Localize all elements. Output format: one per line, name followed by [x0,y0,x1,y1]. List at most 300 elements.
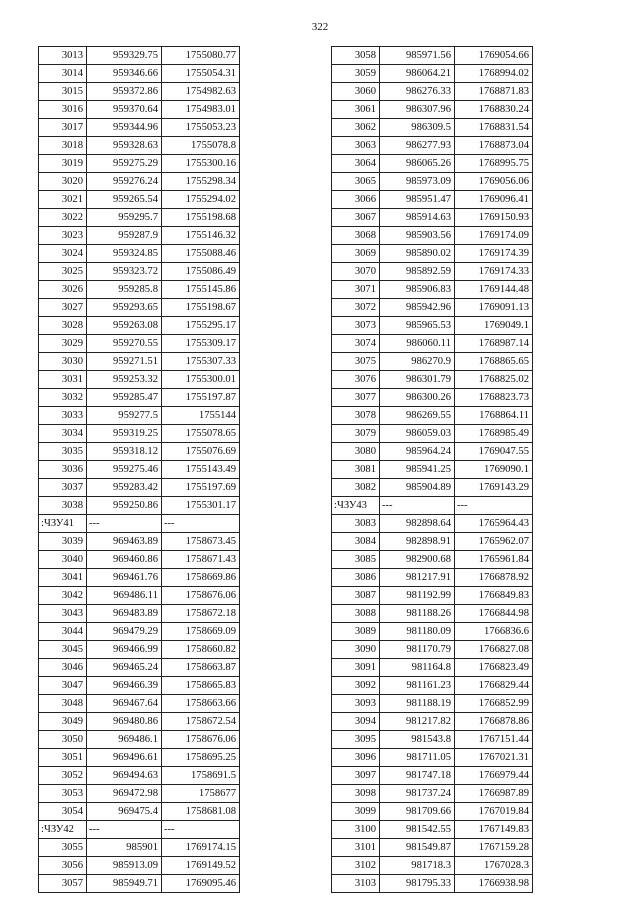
y-coordinate-cell: 1758695.25 [162,749,240,767]
x-coordinate-cell: 969466.39 [87,677,162,695]
point-number-cell: 3102 [332,857,380,875]
x-coordinate-cell: 981542.55 [380,821,455,839]
point-number-cell: 3101 [332,839,380,857]
y-coordinate-cell: 1755088.46 [162,245,240,263]
point-number-cell: 3072 [332,299,380,317]
point-number-cell: 3071 [332,281,380,299]
y-coordinate-cell: 1769150.93 [455,209,533,227]
point-number-cell: 3079 [332,425,380,443]
point-number-cell: 3015 [39,83,87,101]
x-coordinate-cell: 959293.65 [87,299,162,317]
table-row [39,695,240,713]
table-row [39,677,240,695]
point-number-cell: 3032 [39,389,87,407]
table-row [39,155,240,173]
point-number-cell: 3038 [39,497,87,515]
x-coordinate-cell: 986269.55 [380,407,455,425]
x-coordinate-cell: 985906.83 [380,281,455,299]
table-row [332,209,533,227]
point-number-cell: 3025 [39,263,87,281]
point-number-cell: 3051 [39,749,87,767]
point-number-cell: 3094 [332,713,380,731]
point-number-cell: 3057 [39,875,87,893]
table-body [332,47,533,893]
point-number-cell: 3085 [332,551,380,569]
point-number-cell: 3046 [39,659,87,677]
x-coordinate-cell: 985951.47 [380,191,455,209]
y-coordinate-cell: 1769056.06 [455,173,533,191]
x-coordinate-cell: 969494.63 [87,767,162,785]
point-number-cell: 3027 [39,299,87,317]
x-coordinate-cell: 981217.91 [380,569,455,587]
x-coordinate-cell: 959270.55 [87,335,162,353]
table-row [39,749,240,767]
point-number-cell: 3097 [332,767,380,785]
table-row [39,731,240,749]
x-coordinate-cell: 985949.71 [87,875,162,893]
table-row [39,335,240,353]
table-row [332,785,533,803]
y-coordinate-cell: 1767028.3 [455,857,533,875]
x-coordinate-cell: 969461.76 [87,569,162,587]
point-number-cell: 3041 [39,569,87,587]
y-coordinate-cell: 1755300.16 [162,155,240,173]
table-row [39,389,240,407]
table-row [332,65,533,83]
x-coordinate-cell: 985890.02 [380,245,455,263]
x-coordinate-cell: 985914.63 [380,209,455,227]
point-number-cell: 3049 [39,713,87,731]
table-row [332,641,533,659]
y-coordinate-cell: 1754982.63 [162,83,240,101]
table-row [332,857,533,875]
point-number-cell: 3043 [39,605,87,623]
y-coordinate-cell: 1755086.49 [162,263,240,281]
point-number-cell: 3054 [39,803,87,821]
x-coordinate-cell: 985973.09 [380,173,455,191]
point-number-cell: 3068 [332,227,380,245]
point-number-cell: 3098 [332,785,380,803]
x-coordinate-cell: 969483.89 [87,605,162,623]
point-number-cell: 3092 [332,677,380,695]
table-row [332,245,533,263]
x-coordinate-cell: 969467.64 [87,695,162,713]
y-coordinate-cell: 1767159.28 [455,839,533,857]
point-number-cell: 3065 [332,173,380,191]
y-coordinate-cell: 1758681.08 [162,803,240,821]
y-coordinate-cell: 1755198.67 [162,299,240,317]
table-row [39,317,240,335]
y-coordinate-cell: 1758673.45 [162,533,240,551]
table-row [332,749,533,767]
point-number-cell: 3033 [39,407,87,425]
table-row [332,497,533,515]
table-row [332,695,533,713]
point-number-cell: 3042 [39,587,87,605]
table-row [39,551,240,569]
point-number-cell: 3064 [332,155,380,173]
point-number-cell: 3074 [332,335,380,353]
y-coordinate-cell: 1767151.44 [455,731,533,749]
point-number-cell: 3070 [332,263,380,281]
x-coordinate-cell: 959323.72 [87,263,162,281]
x-coordinate-cell: 959285.47 [87,389,162,407]
table-row [332,317,533,335]
y-coordinate-cell: 1755143.49 [162,461,240,479]
y-coordinate-cell: 1766987.89 [455,785,533,803]
x-coordinate-cell: 959276.24 [87,173,162,191]
y-coordinate-cell: 1758663.66 [162,695,240,713]
table-row [39,245,240,263]
y-coordinate-cell: 1765961.84 [455,551,533,569]
point-number-cell: 3053 [39,785,87,803]
y-coordinate-cell: 1769143.29 [455,479,533,497]
table-row [332,389,533,407]
y-coordinate-cell: 1766849.83 [455,587,533,605]
x-coordinate-cell: 982898.64 [380,515,455,533]
coordinates-table-left [38,46,240,893]
table-row [332,173,533,191]
y-coordinate-cell: 1769091.13 [455,299,533,317]
table-row [332,731,533,749]
point-number-cell: 3017 [39,119,87,137]
table-row [332,119,533,137]
x-coordinate-cell: 981188.26 [380,605,455,623]
point-number-cell: 3036 [39,461,87,479]
table-row [332,461,533,479]
x-coordinate-cell: 986300.26 [380,389,455,407]
table-row [332,281,533,299]
table-row [332,551,533,569]
table-row [39,425,240,443]
x-coordinate-cell: 959253.32 [87,371,162,389]
y-coordinate-cell: 1766827.08 [455,641,533,659]
y-coordinate-cell: 1768831.54 [455,119,533,137]
y-coordinate-cell: 1765962.07 [455,533,533,551]
point-number-cell: 3067 [332,209,380,227]
y-coordinate-cell: 1769096.41 [455,191,533,209]
table-row [332,839,533,857]
y-coordinate-cell: 1755294.02 [162,191,240,209]
x-coordinate-cell: 959370.64 [87,101,162,119]
y-coordinate-cell: 1755076.69 [162,443,240,461]
y-coordinate-cell: 1755300.01 [162,371,240,389]
x-coordinate-cell: 969466.99 [87,641,162,659]
table-row [39,209,240,227]
point-number-cell: 3089 [332,623,380,641]
x-coordinate-cell: 959287.9 [87,227,162,245]
x-coordinate-cell: 959285.8 [87,281,162,299]
y-coordinate-cell: 1766844.98 [455,605,533,623]
table-row [332,767,533,785]
point-number-cell: 3047 [39,677,87,695]
y-coordinate-cell: 1769095.46 [162,875,240,893]
y-coordinate-cell: 1755146.32 [162,227,240,245]
table-row [332,821,533,839]
y-coordinate-cell: 1768995.75 [455,155,533,173]
point-number-cell: 3103 [332,875,380,893]
y-coordinate-cell: 1769047.55 [455,443,533,461]
table-row [39,65,240,83]
y-coordinate-cell: 1767019.84 [455,803,533,821]
x-coordinate-cell: 969463.89 [87,533,162,551]
table-row [39,407,240,425]
x-coordinate-cell: --- [87,821,162,839]
point-number-cell: 3024 [39,245,87,263]
x-coordinate-cell: 981718.3 [380,857,455,875]
table-row [332,137,533,155]
y-coordinate-cell: 1758691.5 [162,767,240,785]
x-coordinate-cell: 986064.21 [380,65,455,83]
x-coordinate-cell: --- [380,497,455,515]
table-row [332,191,533,209]
x-coordinate-cell: 969486.11 [87,587,162,605]
x-coordinate-cell: 969480.86 [87,713,162,731]
point-number-cell: 3061 [332,101,380,119]
point-number-cell: 3035 [39,443,87,461]
table-row [39,281,240,299]
point-number-cell: 3090 [332,641,380,659]
x-coordinate-cell: 985903.56 [380,227,455,245]
point-number-cell: :ЧЗУ41 [39,515,87,533]
y-coordinate-cell: 1768994.02 [455,65,533,83]
x-coordinate-cell: --- [87,515,162,533]
coordinates-table-right [331,46,533,893]
table-row [39,227,240,245]
table-row [39,371,240,389]
table-row [332,371,533,389]
x-coordinate-cell: 985901 [87,839,162,857]
y-coordinate-cell: 1755144 [162,407,240,425]
x-coordinate-cell: 959271.51 [87,353,162,371]
x-coordinate-cell: 969496.61 [87,749,162,767]
y-coordinate-cell: 1755053.23 [162,119,240,137]
y-coordinate-cell: 1766878.86 [455,713,533,731]
point-number-cell: 3062 [332,119,380,137]
table-row [39,605,240,623]
x-coordinate-cell: 982900.68 [380,551,455,569]
table-row [39,515,240,533]
table-row [39,119,240,137]
x-coordinate-cell: 981170.79 [380,641,455,659]
table-row [39,803,240,821]
point-number-cell: 3077 [332,389,380,407]
point-number-cell: :ЧЗУ43 [332,497,380,515]
table-row [39,587,240,605]
point-number-cell: 3086 [332,569,380,587]
x-coordinate-cell: 985942.96 [380,299,455,317]
y-coordinate-cell: 1755080.77 [162,47,240,65]
y-coordinate-cell: 1768985.49 [455,425,533,443]
x-coordinate-cell: 981164.8 [380,659,455,677]
y-coordinate-cell: 1769054.66 [455,47,533,65]
y-coordinate-cell: 1769049.1 [455,317,533,335]
x-coordinate-cell: 969479.29 [87,623,162,641]
x-coordinate-cell: 986060.11 [380,335,455,353]
table-row [332,407,533,425]
y-coordinate-cell: 1755309.17 [162,335,240,353]
table-row [332,677,533,695]
point-number-cell: 3016 [39,101,87,119]
x-coordinate-cell: 981217.82 [380,713,455,731]
point-number-cell: 3039 [39,533,87,551]
point-number-cell: 3034 [39,425,87,443]
y-coordinate-cell: 1758669.09 [162,623,240,641]
y-coordinate-cell: 1758672.54 [162,713,240,731]
x-coordinate-cell: 959295.7 [87,209,162,227]
table-row [39,533,240,551]
y-coordinate-cell: 1755301.17 [162,497,240,515]
point-number-cell: 3030 [39,353,87,371]
point-number-cell: 3040 [39,551,87,569]
y-coordinate-cell: --- [162,821,240,839]
table-row [332,155,533,173]
point-number-cell: 3069 [332,245,380,263]
x-coordinate-cell: 969460.86 [87,551,162,569]
table-row [39,101,240,119]
table-row [39,83,240,101]
y-coordinate-cell: 1755307.33 [162,353,240,371]
x-coordinate-cell: 986277.93 [380,137,455,155]
x-coordinate-cell: 981192.99 [380,587,455,605]
point-number-cell: 3076 [332,371,380,389]
table-row [332,803,533,821]
table-row [39,173,240,191]
table-row [332,353,533,371]
y-coordinate-cell: 1769174.09 [455,227,533,245]
point-number-cell: 3018 [39,137,87,155]
x-coordinate-cell: 969465.24 [87,659,162,677]
y-coordinate-cell: --- [455,497,533,515]
table-row [332,515,533,533]
y-coordinate-cell: 1769149.52 [162,857,240,875]
x-coordinate-cell: 981795.33 [380,875,455,893]
table-row [332,587,533,605]
point-number-cell: 3082 [332,479,380,497]
point-number-cell: :ЧЗУ42 [39,821,87,839]
y-coordinate-cell: 1755145.86 [162,281,240,299]
y-coordinate-cell: 1755197.69 [162,479,240,497]
table-row [39,461,240,479]
table-row [39,443,240,461]
table-row [332,875,533,893]
x-coordinate-cell: 985971.56 [380,47,455,65]
table-row [39,479,240,497]
point-number-cell: 3037 [39,479,87,497]
table-row [39,785,240,803]
y-coordinate-cell: 1766979.44 [455,767,533,785]
x-coordinate-cell: 986301.79 [380,371,455,389]
point-number-cell: 3020 [39,173,87,191]
table-row [39,299,240,317]
x-coordinate-cell: 986065.26 [380,155,455,173]
table-row [332,425,533,443]
point-number-cell: 3026 [39,281,87,299]
table-row [332,443,533,461]
table-row [39,713,240,731]
y-coordinate-cell: 1758665.83 [162,677,240,695]
x-coordinate-cell: 959318.12 [87,443,162,461]
point-number-cell: 3021 [39,191,87,209]
y-coordinate-cell: 1755198.68 [162,209,240,227]
x-coordinate-cell: 959283.42 [87,479,162,497]
table-row [332,299,533,317]
x-coordinate-cell: 959275.46 [87,461,162,479]
point-number-cell: 3087 [332,587,380,605]
table-row [332,605,533,623]
x-coordinate-cell: 959329.75 [87,47,162,65]
y-coordinate-cell: 1758669.86 [162,569,240,587]
x-coordinate-cell: 981747.18 [380,767,455,785]
table-row [39,569,240,587]
x-coordinate-cell: 981188.19 [380,695,455,713]
y-coordinate-cell: 1766829.44 [455,677,533,695]
x-coordinate-cell: 959328.63 [87,137,162,155]
x-coordinate-cell: 969472.98 [87,785,162,803]
x-coordinate-cell: 985892.59 [380,263,455,281]
x-coordinate-cell: 959324.85 [87,245,162,263]
y-coordinate-cell: 1768871.83 [455,83,533,101]
y-coordinate-cell: 1758672.18 [162,605,240,623]
x-coordinate-cell: 959372.86 [87,83,162,101]
y-coordinate-cell: 1766878.92 [455,569,533,587]
y-coordinate-cell: 1768864.11 [455,407,533,425]
table-row [39,857,240,875]
x-coordinate-cell: 986309.5 [380,119,455,137]
point-number-cell: 3080 [332,443,380,461]
y-coordinate-cell: 1755054.31 [162,65,240,83]
table-row [332,659,533,677]
x-coordinate-cell: 959277.5 [87,407,162,425]
y-coordinate-cell: 1766938.98 [455,875,533,893]
point-number-cell: 3028 [39,317,87,335]
point-number-cell: 3014 [39,65,87,83]
point-number-cell: 3056 [39,857,87,875]
x-coordinate-cell: 959344.96 [87,119,162,137]
point-number-cell: 3059 [332,65,380,83]
point-number-cell: 3084 [332,533,380,551]
x-coordinate-cell: 981711.05 [380,749,455,767]
y-coordinate-cell: 1769174.33 [455,263,533,281]
point-number-cell: 3055 [39,839,87,857]
point-number-cell: 3050 [39,731,87,749]
table-row [39,263,240,281]
point-number-cell: 3063 [332,137,380,155]
y-coordinate-cell: 1766852.99 [455,695,533,713]
page-number: 322 [311,21,329,33]
y-coordinate-cell: 1768823.73 [455,389,533,407]
table-row [39,659,240,677]
y-coordinate-cell: 1766836.6 [455,623,533,641]
y-coordinate-cell: 1755295.17 [162,317,240,335]
x-coordinate-cell: 981180.09 [380,623,455,641]
point-number-cell: 3052 [39,767,87,785]
y-coordinate-cell: 1767149.83 [455,821,533,839]
table-row [332,227,533,245]
x-coordinate-cell: 986270.9 [380,353,455,371]
table-row [332,101,533,119]
table-row [39,875,240,893]
point-number-cell: 3078 [332,407,380,425]
x-coordinate-cell: 981543.8 [380,731,455,749]
table-row [332,479,533,497]
point-number-cell: 3060 [332,83,380,101]
y-coordinate-cell: 1769144.48 [455,281,533,299]
x-coordinate-cell: 985964.24 [380,443,455,461]
x-coordinate-cell: 985904.89 [380,479,455,497]
y-coordinate-cell: 1758676.06 [162,587,240,605]
table-row [39,641,240,659]
